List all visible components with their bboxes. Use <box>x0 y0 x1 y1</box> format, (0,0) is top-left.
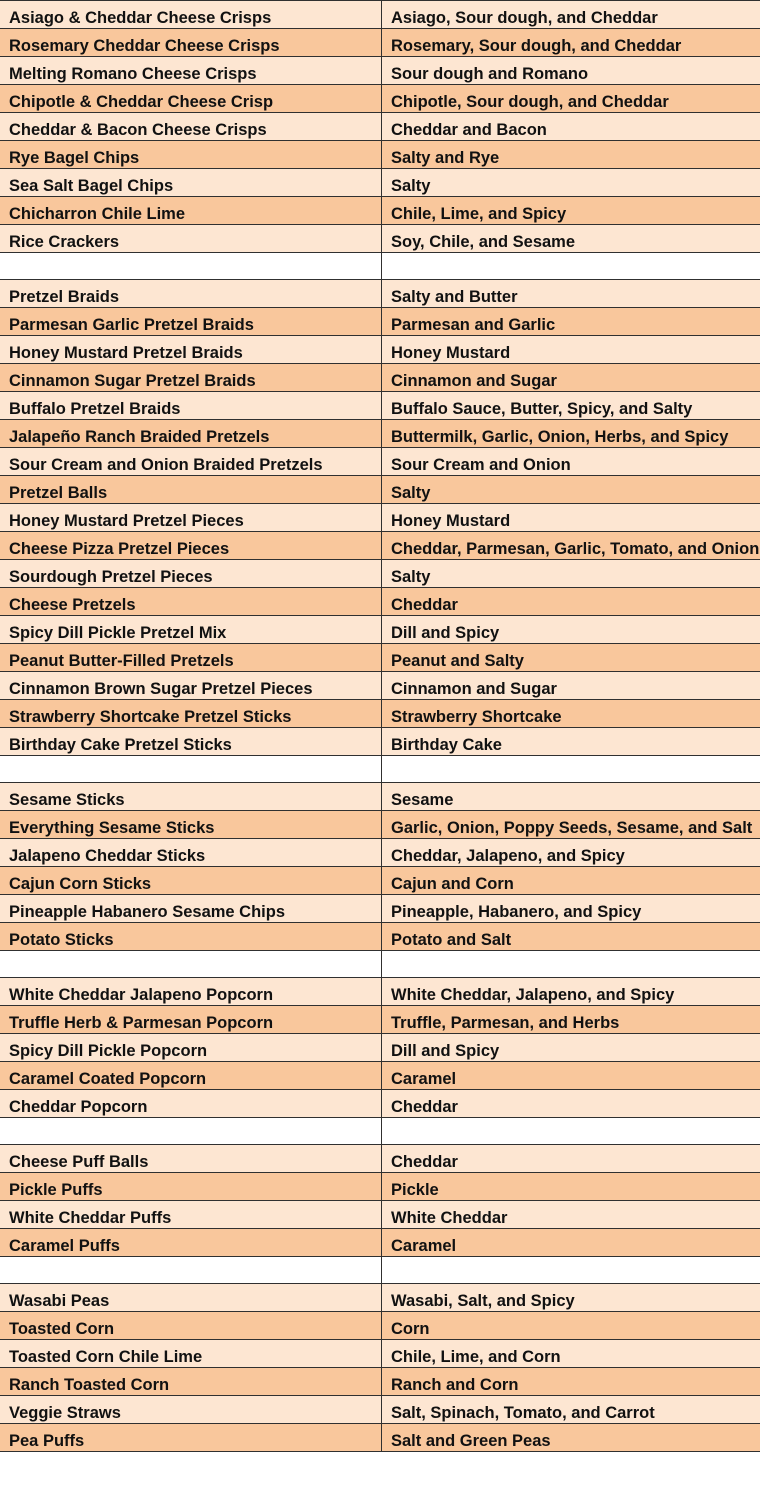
flavor-cell[interactable]: Pineapple, Habanero, and Spicy <box>382 895 760 923</box>
snack-name-cell[interactable]: Pineapple Habanero Sesame Chips <box>0 895 382 923</box>
flavor-cell[interactable]: Cinnamon and Sugar <box>382 364 760 392</box>
flavor-cell[interactable]: Soy, Chile, and Sesame <box>382 225 760 253</box>
snack-name-cell[interactable] <box>0 951 382 978</box>
table-row <box>0 1396 760 1424</box>
flavor-cell[interactable]: Cheddar, Jalapeno, and Spicy <box>382 839 760 867</box>
snack-name-cell[interactable]: Rye Bagel Chips <box>0 141 382 169</box>
flavor-cell[interactable]: White Cheddar, Jalapeno, and Spicy <box>382 978 760 1006</box>
snack-name-cell[interactable]: Chicharron Chile Lime <box>0 197 382 225</box>
snack-name-cell[interactable]: Pretzel Braids <box>0 280 382 308</box>
flavor-cell[interactable]: Peanut and Salty <box>382 644 760 672</box>
table-row <box>0 532 760 560</box>
flavor-cell[interactable]: Garlic, Onion, Poppy Seeds, Sesame, and Salt <box>382 811 760 839</box>
flavor-cell[interactable]: Salty and Rye <box>382 141 760 169</box>
snack-name-cell[interactable] <box>0 253 382 280</box>
flavor-cell[interactable] <box>382 756 760 783</box>
table-row <box>0 1118 760 1145</box>
table-row <box>0 923 760 951</box>
flavor-cell[interactable] <box>382 253 760 280</box>
table-row <box>0 616 760 644</box>
table-row <box>0 169 760 197</box>
snack-name-cell[interactable] <box>0 1257 382 1284</box>
table-row <box>0 672 760 700</box>
flavor-cell[interactable]: Caramel <box>382 1229 760 1257</box>
snack-name-cell[interactable]: Sea Salt Bagel Chips <box>0 169 382 197</box>
snack-name-cell[interactable] <box>0 756 382 783</box>
table-row <box>0 308 760 336</box>
table-row <box>0 1090 760 1118</box>
table-row <box>0 1201 760 1229</box>
table-row <box>0 1006 760 1034</box>
snack-name-cell[interactable]: Sesame Sticks <box>0 783 382 811</box>
flavor-cell[interactable]: Parmesan and Garlic <box>382 308 760 336</box>
flavor-cell[interactable]: Ranch and Corn <box>382 1368 760 1396</box>
snack-name-cell[interactable]: Caramel Coated Popcorn <box>0 1062 382 1090</box>
snack-name-cell[interactable]: Jalapeno Cheddar Sticks <box>0 839 382 867</box>
table-row <box>0 1062 760 1090</box>
snack-name-cell[interactable]: Caramel Puffs <box>0 1229 382 1257</box>
table-row <box>0 253 760 280</box>
flavor-cell[interactable]: Salty and Butter <box>382 280 760 308</box>
table-row <box>0 839 760 867</box>
table-row <box>0 225 760 253</box>
table-row <box>0 113 760 141</box>
table-row <box>0 1173 760 1201</box>
table-row <box>0 644 760 672</box>
snack-name-cell[interactable]: Truffle Herb & Parmesan Popcorn <box>0 1006 382 1034</box>
table-row <box>0 867 760 895</box>
table-row <box>0 811 760 839</box>
snack-name-cell[interactable]: Potato Sticks <box>0 923 382 951</box>
table-row <box>0 141 760 169</box>
flavor-cell[interactable]: Asiago, Sour dough, and Cheddar <box>382 1 760 29</box>
snack-name-cell[interactable]: Cheddar Popcorn <box>0 1090 382 1118</box>
table-row <box>0 364 760 392</box>
flavor-cell[interactable]: White Cheddar <box>382 1201 760 1229</box>
snack-name-cell[interactable]: Cinnamon Brown Sugar Pretzel Pieces <box>0 672 382 700</box>
flavor-cell[interactable]: Buffalo Sauce, Butter, Spicy, and Salty <box>382 392 760 420</box>
table-row <box>0 85 760 113</box>
snack-name-cell[interactable]: Cheddar & Bacon Cheese Crisps <box>0 113 382 141</box>
flavor-cell[interactable]: Cinnamon and Sugar <box>382 672 760 700</box>
table-row <box>0 728 760 756</box>
flavor-cell[interactable]: Rosemary, Sour dough, and Cheddar <box>382 29 760 57</box>
flavor-cell[interactable]: Salty <box>382 169 760 197</box>
table-row <box>0 57 760 85</box>
snack-name-cell[interactable]: Asiago & Cheddar Cheese Crisps <box>0 1 382 29</box>
table-row <box>0 1229 760 1257</box>
table-row <box>0 1368 760 1396</box>
snack-name-cell[interactable]: Ranch Toasted Corn <box>0 1368 382 1396</box>
snack-name-cell[interactable]: Pickle Puffs <box>0 1173 382 1201</box>
snack-name-cell[interactable]: Parmesan Garlic Pretzel Braids <box>0 308 382 336</box>
flavor-cell[interactable]: Pickle <box>382 1173 760 1201</box>
table-row <box>0 560 760 588</box>
snack-name-cell[interactable]: Toasted Corn Chile Lime <box>0 1340 382 1368</box>
table-row <box>0 1034 760 1062</box>
snack-name-cell[interactable]: Everything Sesame Sticks <box>0 811 382 839</box>
flavor-cell[interactable]: Salt and Green Peas <box>382 1424 760 1452</box>
flavor-cell[interactable]: Cheddar, Parmesan, Garlic, Tomato, and Onion <box>382 532 760 560</box>
table-row <box>0 895 760 923</box>
table-row <box>0 1145 760 1173</box>
table-row <box>0 1284 760 1312</box>
snack-name-cell[interactable] <box>0 1118 382 1145</box>
flavor-cell[interactable]: Potato and Salt <box>382 923 760 951</box>
table-body <box>0 1 760 1452</box>
flavor-cell[interactable]: Truffle, Parmesan, and Herbs <box>382 1006 760 1034</box>
snack-name-cell[interactable]: White Cheddar Puffs <box>0 1201 382 1229</box>
snack-name-cell[interactable]: Honey Mustard Pretzel Braids <box>0 336 382 364</box>
flavor-cell[interactable] <box>382 951 760 978</box>
table-row <box>0 29 760 57</box>
table-row <box>0 392 760 420</box>
snack-name-cell[interactable]: White Cheddar Jalapeno Popcorn <box>0 978 382 1006</box>
flavor-cell[interactable]: Strawberry Shortcake <box>382 700 760 728</box>
flavor-cell[interactable]: Dill and Spicy <box>382 616 760 644</box>
snack-name-cell[interactable]: Chipotle & Cheddar Cheese Crisp <box>0 85 382 113</box>
flavor-cell[interactable]: Sour dough and Romano <box>382 57 760 85</box>
table-row <box>0 420 760 448</box>
flavor-cell[interactable]: Chile, Lime, and Spicy <box>382 197 760 225</box>
flavor-cell[interactable]: Chipotle, Sour dough, and Cheddar <box>382 85 760 113</box>
table-row <box>0 1312 760 1340</box>
flavor-cell[interactable]: Salty <box>382 560 760 588</box>
snack-name-cell[interactable]: Cheese Puff Balls <box>0 1145 382 1173</box>
snack-name-cell[interactable]: Sourdough Pretzel Pieces <box>0 560 382 588</box>
snack-name-cell[interactable]: Cheese Pretzels <box>0 588 382 616</box>
snack-name-cell[interactable]: Peanut Butter-Filled Pretzels <box>0 644 382 672</box>
snack-name-cell[interactable]: Rosemary Cheddar Cheese Crisps <box>0 29 382 57</box>
snack-name-cell[interactable]: Strawberry Shortcake Pretzel Sticks <box>0 700 382 728</box>
flavor-cell[interactable]: Cheddar <box>382 1145 760 1173</box>
snack-name-cell[interactable]: Honey Mustard Pretzel Pieces <box>0 504 382 532</box>
snack-name-cell[interactable]: Cajun Corn Sticks <box>0 867 382 895</box>
table-row <box>0 1257 760 1284</box>
flavor-cell[interactable]: Buttermilk, Garlic, Onion, Herbs, and Spicy <box>382 420 760 448</box>
flavor-cell[interactable]: Salt, Spinach, Tomato, and Carrot <box>382 1396 760 1424</box>
flavor-cell[interactable]: Cheddar <box>382 588 760 616</box>
snack-name-cell[interactable]: Birthday Cake Pretzel Sticks <box>0 728 382 756</box>
flavor-cell[interactable]: Honey Mustard <box>382 336 760 364</box>
snack-name-cell[interactable]: Wasabi Peas <box>0 1284 382 1312</box>
table-row <box>0 448 760 476</box>
flavor-cell[interactable]: Salty <box>382 476 760 504</box>
table-row <box>0 951 760 978</box>
flavor-cell[interactable]: Cheddar <box>382 1090 760 1118</box>
flavor-cell[interactable]: Sour Cream and Onion <box>382 448 760 476</box>
flavor-cell[interactable]: Birthday Cake <box>382 728 760 756</box>
snack-name-cell[interactable]: Spicy Dill Pickle Popcorn <box>0 1034 382 1062</box>
snack-name-cell[interactable]: Rice Crackers <box>0 225 382 253</box>
table-row <box>0 700 760 728</box>
table-row <box>0 476 760 504</box>
table-row <box>0 1 760 29</box>
snack-name-cell[interactable]: Sour Cream and Onion Braided Pretzels <box>0 448 382 476</box>
snack-name-cell[interactable]: Buffalo Pretzel Braids <box>0 392 382 420</box>
flavor-cell[interactable]: Sesame <box>382 783 760 811</box>
table-row <box>0 336 760 364</box>
snack-name-cell[interactable]: Pretzel Balls <box>0 476 382 504</box>
flavor-cell[interactable]: Honey Mustard <box>382 504 760 532</box>
flavor-cell[interactable]: Dill and Spicy <box>382 1034 760 1062</box>
flavor-cell[interactable]: Cheddar and Bacon <box>382 113 760 141</box>
table-row <box>0 978 760 1006</box>
snack-name-cell[interactable]: Melting Romano Cheese Crisps <box>0 57 382 85</box>
snack-name-cell[interactable]: Cinnamon Sugar Pretzel Braids <box>0 364 382 392</box>
flavor-cell[interactable]: Cajun and Corn <box>382 867 760 895</box>
table-row <box>0 1340 760 1368</box>
flavor-cell[interactable]: Chile, Lime, and Corn <box>382 1340 760 1368</box>
snack-name-cell[interactable]: Pea Puffs <box>0 1424 382 1452</box>
flavor-cell[interactable]: Caramel <box>382 1062 760 1090</box>
table-row <box>0 1424 760 1452</box>
snack-name-cell[interactable]: Jalapeño Ranch Braided Pretzels <box>0 420 382 448</box>
snack-name-cell[interactable]: Spicy Dill Pickle Pretzel Mix <box>0 616 382 644</box>
table-row <box>0 588 760 616</box>
snack-name-cell[interactable]: Toasted Corn <box>0 1312 382 1340</box>
snack-name-cell[interactable]: Veggie Straws <box>0 1396 382 1424</box>
flavor-cell[interactable]: Wasabi, Salt, and Spicy <box>382 1284 760 1312</box>
flavor-cell[interactable] <box>382 1118 760 1145</box>
flavor-cell[interactable] <box>382 1257 760 1284</box>
snack-name-cell[interactable]: Cheese Pizza Pretzel Pieces <box>0 532 382 560</box>
flavor-cell[interactable]: Corn <box>382 1312 760 1340</box>
table-row <box>0 197 760 225</box>
table-row <box>0 280 760 308</box>
table-row <box>0 783 760 811</box>
table-row <box>0 504 760 532</box>
table-row <box>0 756 760 783</box>
